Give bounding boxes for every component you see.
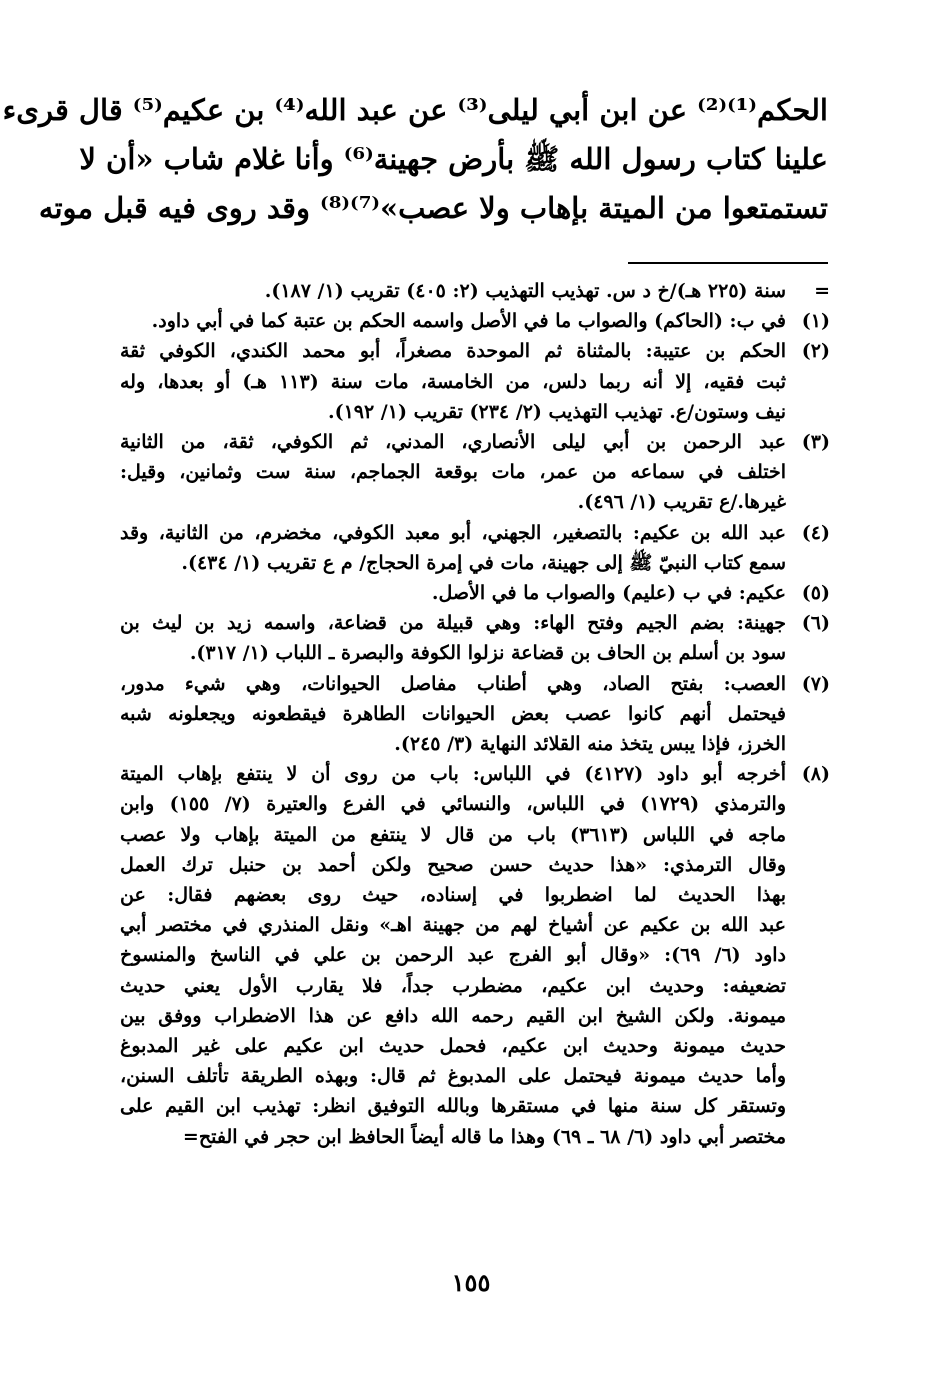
footnote-line: وأما حديث ميمونة فيحتمل على المدبوغ ثم قال: وبهذه الطريقة تأتلف السنن، (120, 1065, 786, 1088)
footnote-separator (628, 262, 828, 264)
footnote (120, 336, 830, 427)
footnote-line: الخرز، فإذا يبس يتخذ منه القلائد النهاية (٣/ ٢٤٥). (394, 733, 786, 756)
footnote-marker: (٨) (801, 763, 830, 786)
footnote-line: وتستقر كل سنة منها في مستقرها وبالله التوفيق انظر: تهذيب ابن القيم على (120, 1095, 786, 1118)
footnote-marker: (٣) (801, 431, 830, 454)
footnote-line: الحكم بن عتيبة: بالمثناة ثم الموحدة مصغراً، أبو محمد الكندي، الكوفي ثقة (120, 340, 786, 363)
footnote-line: غيرها./ع تقريب (١/ ٤٩٦). (577, 491, 786, 514)
footnote-line: داود (٦/ ٦٩): «وقال أبو الفرج عبد الرحمن بن علي في الناسخ والمنسوخ (120, 944, 786, 967)
footnote-line: والترمذي (١٧٢٩) في اللباس، والنسائي في الفرع والعتيرة (٧/ ١٥٥) وابن (120, 793, 786, 816)
footnote-line: ثبت فقيه، إلا أنه ربما دلس، من الخامسة، مات سنة (١١٣ هـ) أو بعدها، وله (120, 370, 786, 393)
footnote-marker: (٧) (801, 672, 830, 695)
footnote-marker: (٤) (801, 521, 830, 544)
footnote-line: مختصر أبي داود (٦/ ٦٨ ـ ٦٩) وهذا ما قاله أيضاً الحافظ ابن حجر في الفتح= (182, 1125, 786, 1148)
main-text-line: الحكم⁽¹⁾⁽²⁾ عن ابن أبي ليلى⁽³⁾ عن عبد الله⁽⁴⁾ بن عكيم⁽⁵⁾ قال قرىء (2, 93, 828, 127)
footnote (120, 518, 830, 578)
footnote-line: عبد الرحمن بن أبي ليلى الأنصاري، المدني، ثم الكوفي، ثقة، من الثانية (120, 431, 786, 454)
footnote-line: العصب: بفتح الصاد، وهي أطناب مفاصل الحيوانات، وهي شيء مدور، (120, 672, 786, 695)
footnote-line: ماجه في اللباس (٣٦١٣) باب من قال لا ينتفع من الميتة بإهاب ولا عصب (120, 823, 786, 846)
footnote (120, 669, 830, 760)
footnote-line: نيف وستون/ع. تهذيب التهذيب (٢/ ٢٣٤) تقريب (١/ ١٩٢). (327, 400, 786, 423)
main-text (2, 86, 828, 233)
footnote-line: سنة (٢٢٥ هـ)/خ د س. تهذيب التهذيب (٢: ٤٠٥) تقريب (١/ ١٨٧). (264, 280, 786, 302)
footnote (120, 306, 830, 336)
footnote (120, 759, 830, 1152)
footnote-line: عبد الله بن عكيم عن أشياخ لهم من جهينة اهـ» ونقل المنذري في مختصر أبي (120, 914, 786, 937)
footnotes (120, 276, 830, 1152)
footnote (120, 276, 830, 306)
footnote-line: جهينة: بضم الجيم وفتح الهاء: وهي قبيلة من قضاعة، واسمه زيد بن ليث بن (120, 612, 786, 635)
footnote-line: أخرجه أبو داود (٤١٢٧) في اللباس: باب من روى أن لا ينتفع بإهاب الميتة (120, 763, 786, 786)
footnote-line: عبد الله بن عكيم: بالتصغير، الجهني، أبو معبد الكوفي، مخضرم، من الثانية، وقد (120, 521, 786, 544)
footnote-line: وقال الترمذي: «هذا حديث حسن صحيح ولكن أحمد بن حنبل ترك العمل (120, 853, 786, 876)
footnote-line: فيحتمل أنهم كانوا عصب بعض الحيوانات الطاهرة فيقطعونه ويجعلونه شبه (120, 702, 786, 725)
footnote-marker: (١) (801, 310, 830, 333)
footnote-line: عكيم: في ب (عليم) والصواب ما في الأصل. (431, 582, 786, 605)
footnote-line: في ب: (الحاكم) والصواب ما في الأصل واسمه الحكم بن عتبة كما في أبي داود. (151, 310, 786, 333)
footnote (120, 578, 830, 608)
footnote (120, 608, 830, 668)
footnote-line: سود بن أسلم بن الحاف بن قضاعة نزلوا الكوفة والبصرة ـ اللباب (١/ ٣١٧). (189, 642, 786, 665)
footnote-line: سمع كتاب النبيّ ﷺ إلى جهينة، مات في إمرة الحجاج/ م ع تقريب (١/ ٤٣٤). (181, 551, 786, 574)
footnote-line: تضعيفه: وحديث ابن عكيم، مضطرب جداً، فلا يقارب الأول يعني حديث (120, 974, 786, 997)
page-number: ١٥٥ (451, 1268, 491, 1297)
footnote-line: بهذا الحديث لما اضطربوا في إسناده، حيث روى بعضهم فقال: عن (120, 884, 786, 907)
footnote-marker: (٥) (801, 582, 830, 605)
footnote-marker: (٢) (801, 340, 830, 363)
footnote-marker: (٦) (801, 612, 830, 635)
footnote (120, 427, 830, 518)
main-text-line: تستمتعوا من الميتة بإهاب ولا عصب»⁽⁷⁾⁽⁸⁾ وقد روى فيه قبل موته (38, 191, 828, 225)
footnote-marker: = (814, 280, 830, 302)
footnote-line: حديث ميمونة وحديث ابن عكيم، فحمل حديث ابن عكيم على غير المدبوغ (120, 1035, 786, 1058)
footnote-line: ميمونة. ولكن الشيخ ابن القيم رحمه الله دافع عن هذا الاضطراب ووفق بين (120, 1004, 786, 1027)
main-text-line: علينا كتاب رسول الله ﷺ بأرض جهينة⁽⁶⁾ وأنا غلام شاب «أن لا (79, 142, 828, 176)
footnote-line: اختلف في سماعه من عمر، مات بوقعة الجماجم، سنة ست وثمانين، وقيل: (120, 461, 786, 484)
